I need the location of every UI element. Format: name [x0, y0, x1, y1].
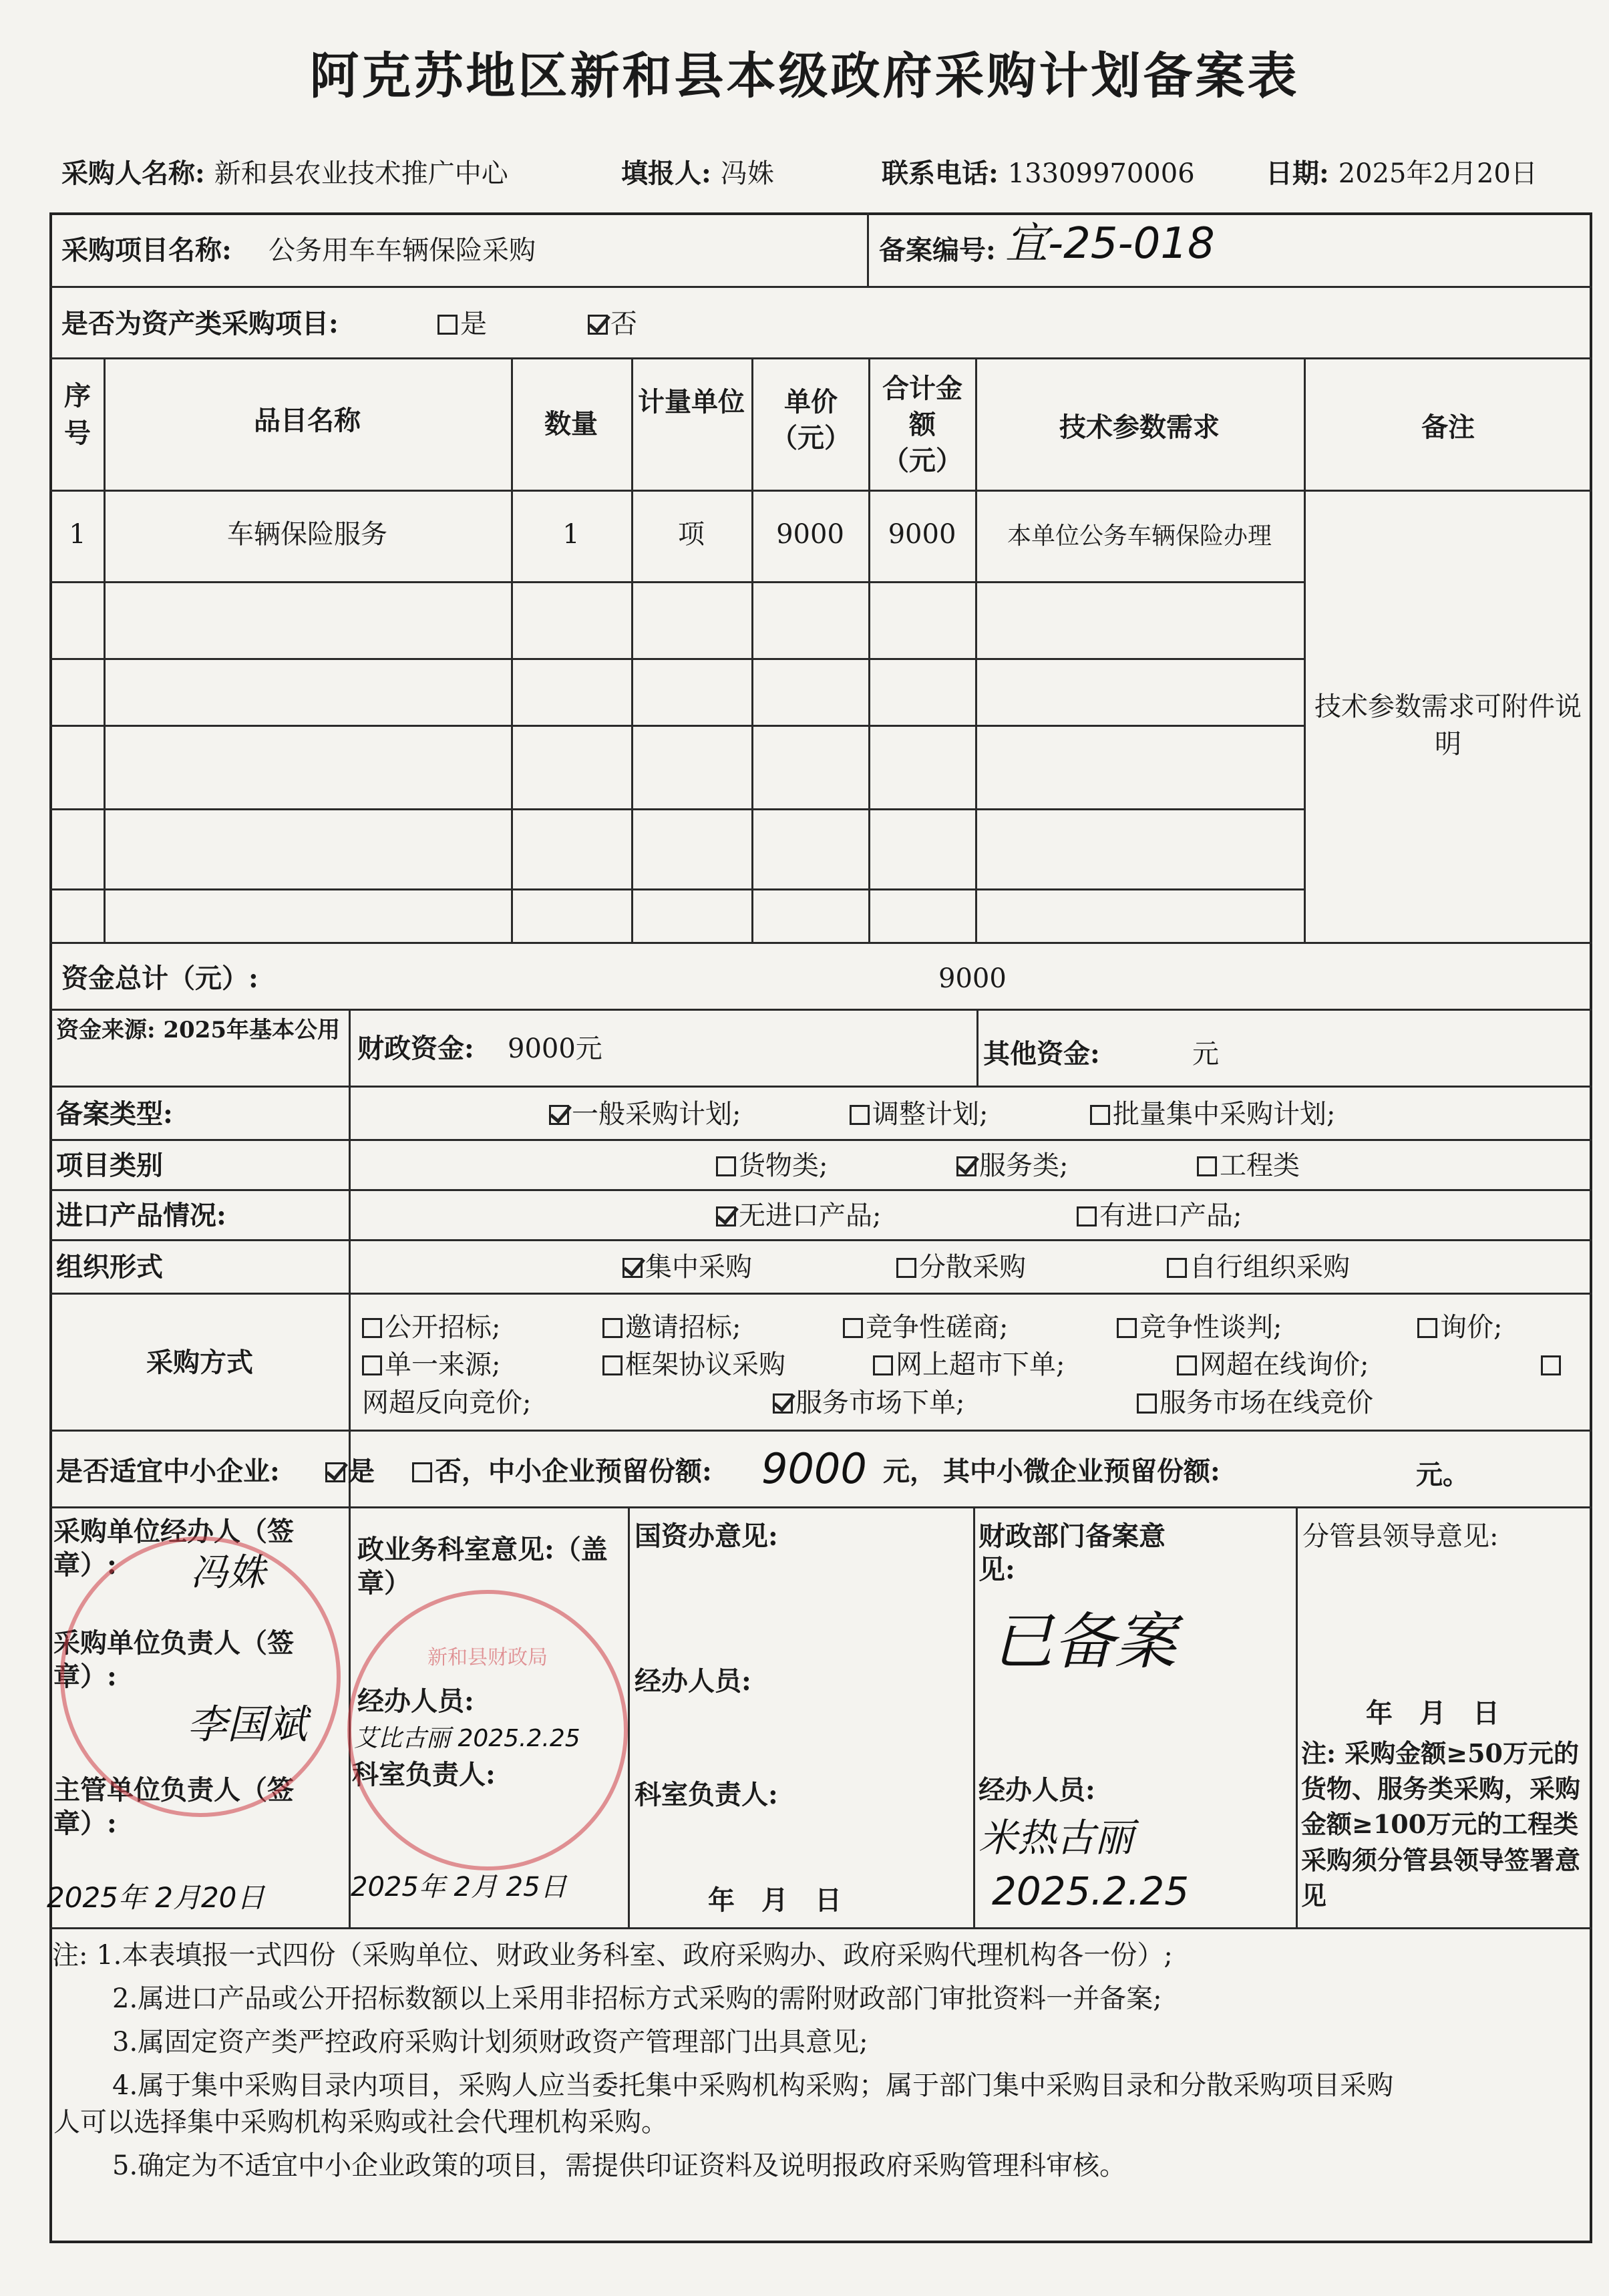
- record-type-general-text: 一般采购计划;: [572, 1099, 741, 1130]
- note-4-cont: 人可以选择集中采购机构采购或社会代理机构采购。: [53, 2107, 668, 2138]
- org-form-label: 组织形式: [56, 1251, 163, 1283]
- note-5: 5.确定为不适宜中小企业政策的项目，需提供印证资料及说明报政府采购管理科审核。: [112, 2150, 1127, 2181]
- sme-micro-unit: 元。: [1416, 1459, 1469, 1490]
- col-header-unit: 计量单位: [638, 386, 745, 418]
- org-form-self-text: 自行组织采购: [1190, 1252, 1350, 1283]
- sme-label: 是否适宜中小企业:: [56, 1456, 280, 1487]
- method-option[interactable]: [873, 1348, 1065, 1381]
- asset-yes-text: 是: [460, 309, 487, 339]
- county-label: 分管县领导意见:: [1302, 1521, 1499, 1552]
- project-name-value: 公务用车车辆保险采购: [269, 235, 536, 266]
- sme-reserve-value: 9000: [761, 1444, 867, 1493]
- phone-info: [882, 152, 1195, 190]
- county-note: 注: 采购金额≥50万元的货物、服务类采购，采购金额≥100万元的工程类采购须分管县领导签署意见: [1301, 1738, 1581, 1911]
- import-none-text: 无进口产品;: [739, 1200, 882, 1231]
- method-checkbox[interactable]: [1137, 1393, 1157, 1414]
- sme-no-checkbox[interactable]: [412, 1462, 432, 1482]
- import-has[interactable]: [1077, 1199, 1242, 1233]
- category-goods-checkbox[interactable]: [716, 1156, 736, 1176]
- category-service-checkbox[interactable]: [956, 1156, 976, 1176]
- col-header-seq: 序号: [64, 380, 91, 449]
- county-date: 年 月 日: [1366, 1697, 1499, 1729]
- funds-source: 资金来源: 2025年基本公用: [56, 1017, 341, 1043]
- date-col1: 2025年 2月20日: [47, 1881, 265, 1914]
- other-funds-label: 其他资金:: [983, 1038, 1100, 1070]
- method-option[interactable]: [602, 1348, 785, 1381]
- org-form-self-checkbox[interactable]: [1167, 1258, 1187, 1278]
- seal-stamp-text: 新和县财政局: [427, 1646, 548, 1669]
- category-engineering[interactable]: [1197, 1149, 1300, 1182]
- method-text: 网超反向竞价;: [362, 1387, 532, 1418]
- phone-value: 13309970006: [1007, 158, 1195, 189]
- method-text: 邀请招标;: [625, 1312, 741, 1343]
- method-text: 单一来源;: [385, 1349, 501, 1380]
- record-type-adjust[interactable]: [850, 1098, 988, 1131]
- method-text: 网上超市下单;: [896, 1349, 1065, 1380]
- asset-yes-option[interactable]: [437, 307, 487, 341]
- fiscal-funds-label: 财政资金:: [357, 1033, 474, 1064]
- org-form-dispersed[interactable]: [896, 1251, 1026, 1284]
- phone-label: 联系电话:: [882, 158, 999, 189]
- record-type-batch[interactable]: [1090, 1098, 1335, 1131]
- gov-office-label: 政业务科室意见:（盖章）: [357, 1534, 608, 1599]
- gov-handler-signature: 艾比古丽 2025.2.25: [354, 1725, 580, 1752]
- sme-no-text: 否，中小企业预留份额:: [435, 1456, 712, 1487]
- note-3: 3.属固定资产类严控政府采购计划须财政资产管理部门出具意见;: [112, 2027, 868, 2058]
- category-engineering-text: 工程类: [1220, 1150, 1300, 1181]
- filler-value: 冯姝: [720, 158, 774, 189]
- asset-no-text: 否: [610, 309, 637, 339]
- sme-yes-text: 是: [348, 1456, 375, 1487]
- row1-item: 车辆保险服务: [227, 519, 387, 550]
- project-name-label: 采购项目名称:: [61, 234, 232, 266]
- funds-total-label: 资金总计（元）:: [61, 963, 258, 994]
- row1-total: 9000: [888, 519, 956, 550]
- purchaser-value: 新和县农业技术推广中心: [214, 158, 508, 189]
- method-text: 竞争性谈判;: [1139, 1312, 1282, 1343]
- purchaser-label: 采购人名称:: [61, 158, 205, 189]
- sme-yuan: 元，: [883, 1456, 936, 1487]
- col-header-price: 单价（元）: [771, 386, 851, 454]
- method-checkbox[interactable]: [843, 1318, 863, 1338]
- filler-label: 填报人:: [621, 158, 711, 189]
- asset-no-option[interactable]: [588, 307, 637, 341]
- method-checkbox[interactable]: [773, 1393, 793, 1414]
- record-type-general[interactable]: [549, 1098, 741, 1131]
- category-engineering-checkbox[interactable]: [1197, 1156, 1217, 1176]
- date-col2: 2025年 2月 25日: [351, 1872, 567, 1903]
- finance-label: 财政部门备案意见:: [978, 1520, 1166, 1585]
- category-service[interactable]: [956, 1149, 1068, 1182]
- org-form-central-text: 集中采购: [645, 1252, 752, 1283]
- col-header-item: 品目名称: [254, 405, 361, 436]
- asset-section-label: 科室负责人:: [635, 1779, 778, 1810]
- date-info: [1266, 152, 1538, 190]
- other-funds-unit: 元: [1192, 1039, 1219, 1070]
- record-no-label: 备案编号:: [879, 234, 996, 266]
- note-4: 4.属于集中采购目录内项目，采购人应当委托集中采购机构采购；属于部门集中采购目录和分散采购项目采购: [112, 2070, 1394, 2101]
- method-text: 框架协议采购: [625, 1349, 785, 1380]
- category-goods-text: 货物类;: [739, 1150, 828, 1181]
- fiscal-funds-value: 9000元: [508, 1033, 602, 1064]
- sme-yes[interactable]: [325, 1455, 375, 1488]
- method-checkbox[interactable]: [1541, 1355, 1561, 1375]
- finance-handler-signature: 米热古丽: [978, 1815, 1134, 1860]
- method-option[interactable]: [1417, 1311, 1502, 1344]
- filler-info: [621, 152, 774, 190]
- sme-yes-checkbox[interactable]: [325, 1462, 345, 1482]
- import-has-text: 有进口产品;: [1099, 1200, 1242, 1231]
- gov-handler-label: 经办人员:: [357, 1685, 474, 1717]
- method-option[interactable]: [1137, 1386, 1373, 1420]
- method-checkbox[interactable]: [1417, 1318, 1437, 1338]
- row1-price: 9000: [776, 519, 844, 550]
- method-text: 询价;: [1440, 1312, 1503, 1343]
- row1-seq: 1: [69, 519, 86, 550]
- method-option[interactable]: [1117, 1311, 1282, 1344]
- method-checkbox[interactable]: [1177, 1355, 1197, 1375]
- project-category-label: 项目类别: [56, 1150, 163, 1181]
- gov-section-label: 科室负责人:: [352, 1759, 496, 1790]
- record-type-batch-text: 批量集中采购计划;: [1113, 1099, 1336, 1130]
- col-header-spec: 技术参数需求: [1059, 412, 1220, 443]
- method-checkbox[interactable]: [873, 1355, 893, 1375]
- date-col3: 年 月 日: [708, 1884, 842, 1916]
- row1-spec: 本单位公务车辆保险办理: [1007, 522, 1272, 550]
- funds-total-value: 9000: [938, 963, 1007, 994]
- asset-no-checkbox[interactable]: [588, 315, 608, 335]
- asset-handler-label: 经办人员:: [635, 1665, 751, 1697]
- method-option[interactable]: [843, 1311, 1008, 1344]
- asset-office-label: 国资办意见:: [635, 1520, 778, 1552]
- remark-note: 技术参数需求可附件说明: [1314, 691, 1582, 760]
- record-type-general-checkbox[interactable]: [549, 1105, 569, 1125]
- seal-stamp-left: [60, 1536, 341, 1817]
- method-checkbox[interactable]: [602, 1355, 622, 1375]
- col-header-total: 合计金额（元）: [882, 373, 962, 476]
- method-option[interactable]: [362, 1348, 500, 1381]
- dept-leader-label: 主管单位负责人（签章）:: [53, 1774, 294, 1839]
- org-form-central[interactable]: [622, 1251, 752, 1284]
- finance-opinion: 已备案: [992, 1606, 1177, 1677]
- method-checkbox[interactable]: [602, 1318, 622, 1338]
- import-none[interactable]: [716, 1199, 881, 1233]
- record-type-label: 备案类型:: [56, 1098, 173, 1130]
- org-form-self[interactable]: [1167, 1251, 1350, 1284]
- record-type-adjust-text: 调整计划;: [872, 1099, 989, 1130]
- method-checkbox[interactable]: [1117, 1318, 1137, 1338]
- purchaser-info: [61, 152, 508, 190]
- note-1: 注: 1.本表填报一式四份（采购单位、财政业务科室、政府采购办、政府采购代理机构各一份）;: [52, 1940, 1173, 1971]
- method-label: 采购方式: [146, 1347, 253, 1378]
- date-label: 日期:: [1266, 158, 1329, 189]
- finance-handler-label: 经办人员:: [978, 1774, 1095, 1806]
- method-text: 服务市场在线竞价: [1159, 1387, 1373, 1418]
- method-extra-checkbox[interactable]: [1541, 1348, 1564, 1381]
- org-form-central-checkbox[interactable]: [622, 1258, 643, 1278]
- sme-micro-label: 其中小微企业预留份额:: [943, 1456, 1220, 1487]
- row1-qty: 1: [562, 519, 580, 550]
- leader-signature: 李国斌: [187, 1701, 307, 1748]
- import-none-checkbox[interactable]: [716, 1206, 736, 1226]
- import-label: 进口产品情况:: [56, 1200, 226, 1231]
- method-text: 竞争性磋商;: [866, 1312, 1009, 1343]
- method-text: 服务市场下单;: [795, 1387, 965, 1418]
- date-value: 2025年2月20日: [1338, 158, 1538, 189]
- method-option[interactable]: [602, 1311, 741, 1344]
- org-form-dispersed-text: 分散采购: [919, 1252, 1026, 1283]
- asset-yes-checkbox[interactable]: [437, 315, 458, 335]
- method-option[interactable]: [1177, 1348, 1369, 1381]
- seal-stamp-center: [347, 1590, 628, 1870]
- handler-label: 采购单位经办人（签章）:: [53, 1516, 294, 1581]
- method-option[interactable]: [773, 1386, 964, 1420]
- row1-unit: 项: [678, 519, 705, 550]
- asset-label: 是否为资产类采购项目:: [61, 308, 339, 339]
- handler-signature: 冯姝: [190, 1551, 265, 1595]
- method-text: 公开招标;: [385, 1312, 501, 1343]
- import-has-checkbox[interactable]: [1077, 1206, 1097, 1226]
- category-goods[interactable]: [716, 1149, 828, 1182]
- note-2: 2.属进口产品或公开招标数额以上采用非招标方式采购的需附财政部门审批资料一并备案;: [112, 1983, 1162, 2014]
- method-text: 网超在线询价;: [1200, 1349, 1369, 1380]
- method-option[interactable]: [362, 1311, 500, 1344]
- sme-no[interactable]: [412, 1455, 712, 1488]
- record-type-adjust-checkbox[interactable]: [850, 1105, 870, 1125]
- page-title: 阿克苏地区新和县本级政府采购计划备案表: [309, 47, 1300, 105]
- leader-label: 采购单位负责人（签章）:: [53, 1627, 294, 1692]
- record-type-batch-checkbox[interactable]: [1090, 1105, 1110, 1125]
- method-checkbox[interactable]: [362, 1355, 382, 1375]
- record-no-value: 宜-25-018: [1005, 219, 1215, 269]
- finance-date: 2025.2.25: [992, 1868, 1190, 1914]
- category-service-text: 服务类;: [979, 1150, 1069, 1181]
- col-header-remark: 备注: [1421, 412, 1475, 443]
- method-checkbox[interactable]: [362, 1318, 382, 1338]
- org-form-dispersed-checkbox[interactable]: [896, 1258, 916, 1278]
- col-header-qty: 数量: [544, 408, 598, 440]
